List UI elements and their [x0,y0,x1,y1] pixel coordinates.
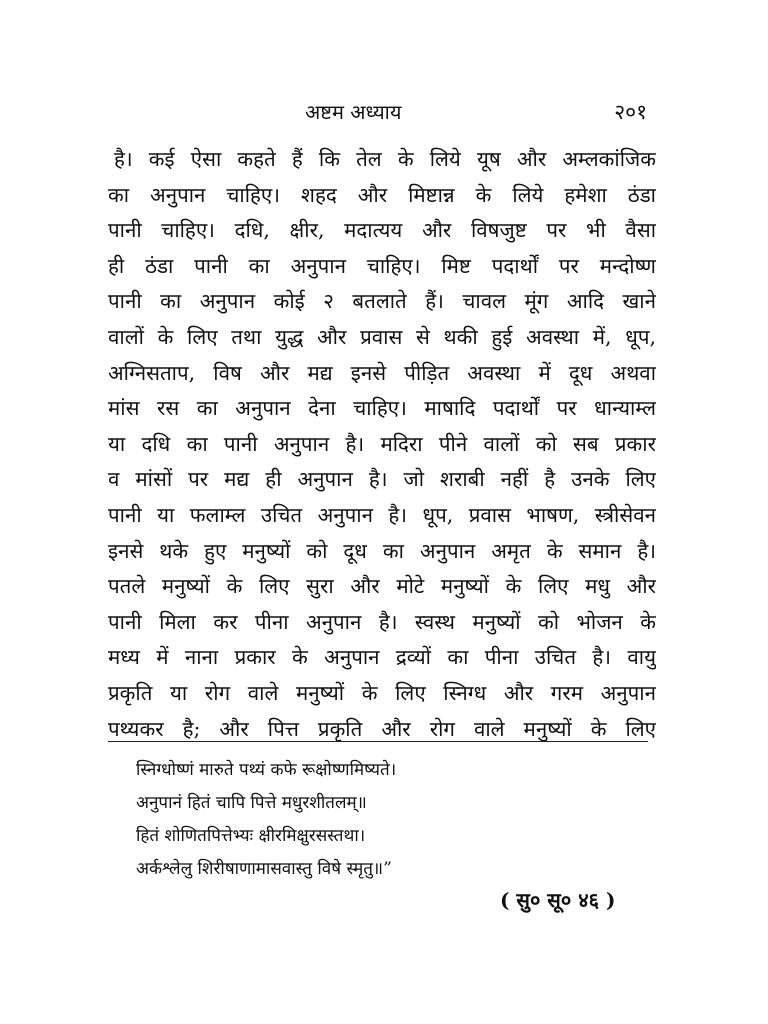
text-line: पतले मनुष्यों के लिए सुरा और मोटे मनुष्यों के लिए मधु और [108,574,656,599]
text-line: पानी या फलाम्ल उचित अनुपान है। धूप, प्रवास भाषण, स्त्रीसेवन [108,502,656,527]
footnote-line: हितं शोणितपित्तेभ्यः क्षीरमिक्षुरसस्तथा। [136,826,366,846]
footnote-line: स्निग्धोष्णं मारुते पथ्यं कफे रूक्षोष्णमिष्यते। [136,760,397,780]
text-line: पानी का अनुपान कोई २ बतलाते हैं। चावल मूंग आदि खाने [108,289,656,314]
footnote-verse [136,754,556,886]
text-line: इनसे थके हुए मनुष्यों को दूध का अनुपान अमृत के समान है। [108,538,656,563]
text-line: अग्निसताप, विष और मद्य इनसे पीड़ित अवस्था में दूध अथवा [108,360,656,385]
footnote-line: अर्कश्लेलु शिरीषाणामासवास्तु विषे स्मृतु॥” [136,859,392,879]
text-line: या दधि का पानी अनुपान है। मदिरा पीने वालों को सब प्रकार [108,431,656,456]
footnote-citation: ( सु० सू० ४६ ) [500,888,616,912]
text-line: ही ठंडा पानी का अनुपान चाहिए। मिष्ट पदार्थों पर मन्दोष्ण [108,253,656,278]
text-line: वालों के लिए तथा युद्ध और प्रवास से थकी हुई अवस्था में, धूप, [108,324,656,349]
page-header [110,98,655,132]
text-line: पानी मिला कर पीना अनुपान है। स्वस्थ मनुष्यों को भोजन के [108,609,656,634]
text-line: का अनुपान चाहिए। शहद और मिष्टान्न के लिये हमेशा ठंडा [108,182,656,207]
body-text [108,142,656,747]
text-line: मध्य में नाना प्रकार के अनुपान द्रव्यों का पीना उचित है। वायु [108,645,656,670]
text-line: व मांसों पर मद्य ही अनुपान है। जो शराबी नहीं है उनके लिए [108,467,656,492]
footnote-line: अनुपानं हितं चापि पित्ते मधुरशीतलम्॥ [136,793,367,813]
text-line: है। कई ऐसा कहते हैं कि तेल के लिये यूष और अम्लकांजिक [114,147,656,171]
text-line: पानी चाहिए। दधि, क्षीर, मदात्यय और विषजुष्ट पर भी वैसा [108,218,656,243]
text-line: प्रकृति या रोग वाले मनुष्यों के लिए स्निग्ध और गरम अनुपान [108,680,656,705]
text-line: मांस रस का अनुपान देना चाहिए। माषादि पदार्थों पर धान्याम्ल [108,396,656,421]
chapter-title: अष्टम अध्याय [305,100,402,124]
footnote-divider [108,741,648,742]
text-line: पथ्यकर है; और पित्त प्रकृति और रोग वाले मनुष्यों के लिए [108,716,656,741]
page-number: २०१ [614,100,647,124]
